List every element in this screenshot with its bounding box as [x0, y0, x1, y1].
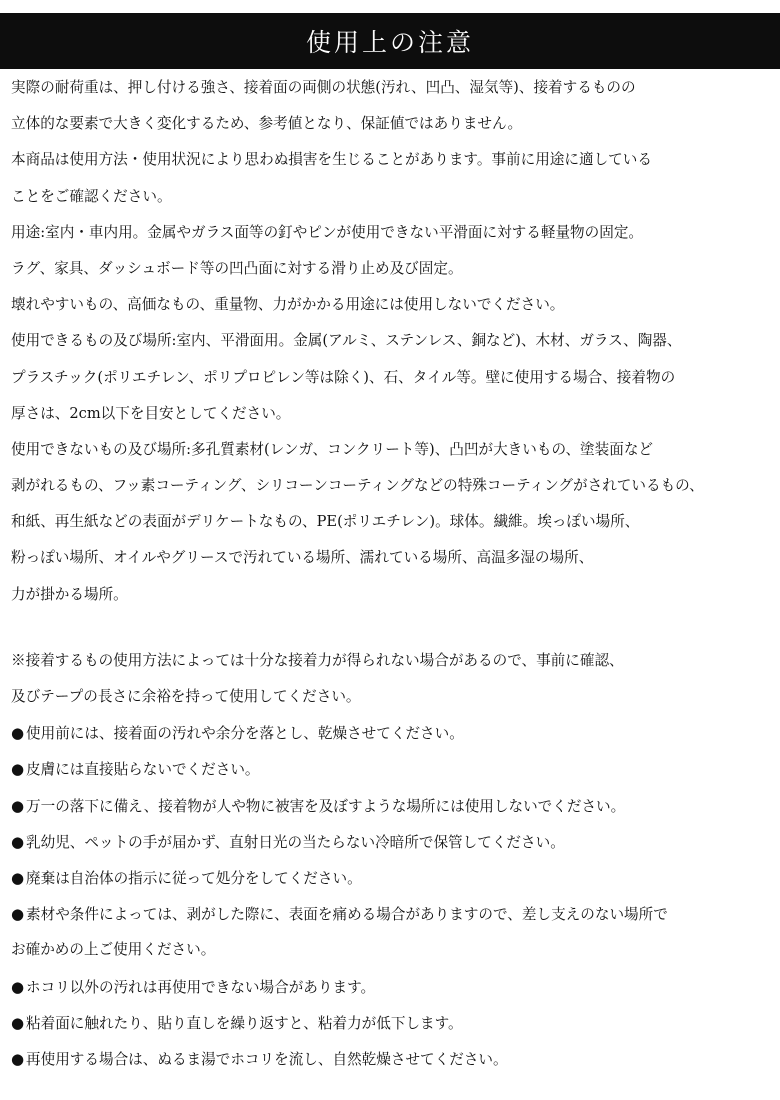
- paragraph-line: プラスチック(ポリエチレン、ポリプロピレン等は除く)、石、タイル等。壁に使用する場合、接着物の: [11, 368, 676, 386]
- bullet-item: [11, 860, 773, 896]
- header-bar: [0, 13, 780, 69]
- bullet-icon: ●: [11, 905, 25, 924]
- paragraph-line: 力が掛かる場所。: [11, 585, 128, 603]
- bullet-icon: ●: [11, 977, 25, 996]
- bullet-icon: ●: [11, 1049, 25, 1068]
- paragraph-line: 立体的な要素で大きく変化するため、参考値となり、保証値ではありません。: [11, 115, 523, 133]
- bullet-item: [11, 751, 773, 787]
- page-title: 使用上の注意: [305, 28, 474, 57]
- bullet-text: 万一の落下に備え、接着物が人や物に被害を及ぼすような場所には使用しないでください。: [26, 797, 626, 815]
- bullet-text: 粘着面に触れたり、貼り直しを繰り返すと、粘着力が低下します。: [26, 1014, 463, 1032]
- bullet-item: [11, 788, 773, 824]
- paragraph-line: 用途:室内・車内用。金属やガラス面等の釘やピンが使用できない平滑面に対する軽量物の固定。: [11, 223, 644, 241]
- notice-content: [11, 70, 773, 1077]
- bullet-icon: ●: [11, 832, 25, 851]
- bullet-item: [11, 1005, 773, 1041]
- paragraph-line: 実際の耐荷重は、押し付ける強さ、接着面の両側の状態(汚れ、凹凸、湿気等)、接着するものの: [11, 79, 636, 96]
- bullet-text: 再使用する場合は、ぬるま湯でホコリを流し、自然乾燥させてください。: [26, 1050, 508, 1068]
- bullet-item: [11, 1041, 773, 1077]
- bullet-text: 乳幼児、ペットの手が届かず、直射日光の当たらない冷暗所で保管してください。: [26, 833, 565, 851]
- paragraph-line: 和紙、再生紙などの表面がデリケートなもの、PE(ポリエチレン)。球体。繊維。埃っぽい場所、: [11, 513, 640, 531]
- paragraph-line: ことをご確認ください。: [11, 187, 172, 205]
- paragraph-line: 厚さは、2cm以下を目安としてください。: [11, 404, 291, 422]
- bullet-icon: ●: [11, 724, 25, 743]
- note-line: ※接着するもの使用方法によっては十分な接着力が得られない場合があるので、事前に確認、: [11, 651, 624, 669]
- bullet-icon: ●: [11, 796, 25, 815]
- bullet-continuation: お確かめの上ご使用ください。: [11, 941, 216, 959]
- bullet-text: 廃棄は自治体の指示に従って処分をしてください。: [26, 869, 362, 887]
- bullet-text: 素材や条件によっては、剥がした際に、表面を痛める場合がありますので、差し支えのない場所で: [26, 906, 668, 924]
- section-gap: [11, 613, 773, 643]
- bullet-icon: ●: [11, 868, 25, 887]
- paragraph-line: 壊れやすいもの、高価なもの、重量物、力がかかる用途には使用しないでください。: [11, 296, 565, 314]
- paragraph-line: 使用できるもの及び場所:室内、平滑面用。金属(アルミ、ステンレス、銅など)、木材、ガラス、陶器、: [11, 332, 682, 350]
- paragraph-line: 剥がれるもの、フッ素コーティング、シリコーンコーティングなどの特殊コーティングがされているもの、: [11, 477, 704, 495]
- paragraph-line: 使用できないもの及び場所:多孔質素材(レンガ、コンクリート等)、凸凹が大きいもの、塗装面など: [11, 440, 654, 458]
- bullet-item: [11, 824, 773, 860]
- bullet-item: [11, 896, 773, 932]
- bullet-item: [11, 715, 773, 751]
- bullet-icon: ●: [11, 1013, 25, 1032]
- bullet-text: ホコリ以外の汚れは再使用できない場合があります。: [26, 978, 376, 996]
- note-line: 及びテープの長さに余裕を持って使用してください。: [11, 688, 361, 705]
- bullet-text: 使用前には、接着面の汚れや余分を落とし、乾燥させてください。: [26, 725, 464, 743]
- bullet-icon: ●: [11, 760, 25, 779]
- paragraph-line: 粉っぽい場所、オイルやグリースで汚れている場所、濡れている場所、高温多湿の場所、: [11, 549, 594, 567]
- bullet-item: [11, 969, 773, 1005]
- bullet-text: 皮膚には直接貼らないでください。: [26, 761, 260, 779]
- paragraph-line: ラグ、家具、ダッシュボード等の凹凸面に対する滑り止め及び固定。: [11, 259, 463, 277]
- paragraph-line: 本商品は使用方法・使用状況により思わぬ損害を生じることがあります。事前に用途に適している: [11, 151, 652, 169]
